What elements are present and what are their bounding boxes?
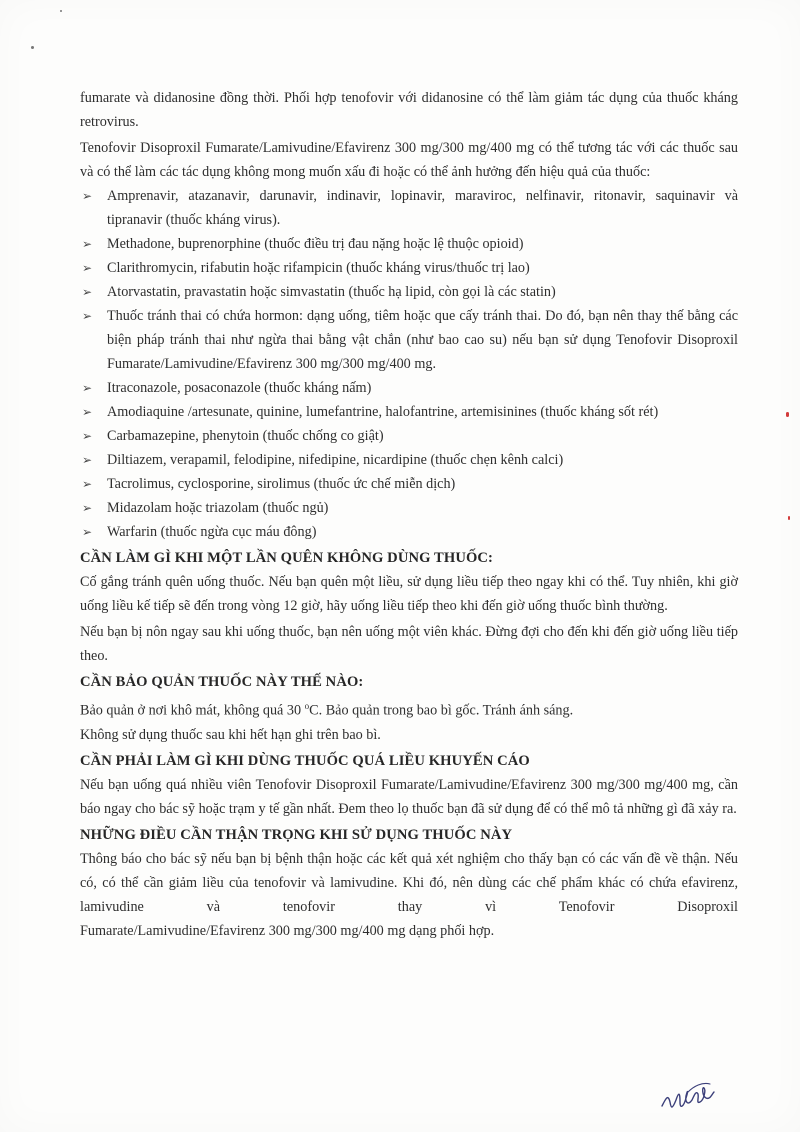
interaction-text: Thuốc tránh thai có chứa hormon: dạng uống, tiêm hoặc que cấy tránh thai. Do đó, bạn nên thay thế bằng các biện pháp tránh thai như ngừa thai bằng vật chắn (như bao cao su) nếu bạn sử dụng Tenofovir Disoproxil Fumarate/Lamivudine/Efavirenz 300 mg/300 mg/400 mg. [107, 308, 738, 372]
scan-speck [31, 46, 34, 49]
interaction-text: Carbamazepine, phenytoin (thuốc chống co giật) [107, 428, 384, 444]
arrowhead-bullet-icon: ➢ [82, 501, 93, 515]
interaction-list-item [80, 184, 738, 232]
precautions-paragraph-end: Fumarate/Lamivudine/Efavirenz 300 mg/300 mg/400 mg dạng phối hợp. [80, 922, 495, 939]
arrowhead-bullet-icon: ➢ [82, 381, 93, 395]
interaction-list-item [80, 448, 738, 472]
document-body [80, 86, 738, 943]
arrowhead-bullet-icon: ➢ [82, 477, 93, 491]
arrowhead-bullet-icon: ➢ [82, 453, 93, 467]
arrowhead-bullet-icon: ➢ [82, 237, 93, 251]
interaction-list-item [80, 232, 738, 256]
expiry-paragraph: Không sử dụng thuốc sau khi hết hạn ghi trên bao bì. [80, 726, 381, 743]
interaction-list-item [80, 280, 738, 304]
arrowhead-bullet-icon: ➢ [82, 525, 93, 539]
missed-dose-paragraph: Cố gắng tránh quên uống thuốc. Nếu bạn quên một liều, sử dụng liều tiếp theo ngay khi có thể. Tuy nhiên, khi giờ uống liều kế tiếp sẽ đến trong vòng 12 giờ, hãy uống liều tiếp theo khi đến giờ uống thuốc bình thường. [80, 574, 738, 614]
interaction-list-item [80, 520, 738, 544]
vomiting-paragraph: Nếu bạn bị nôn ngay sau khi uống thuốc, bạn nên uống một viên khác. Đừng đợi cho đến khi đến giờ uống liều tiếp theo. [80, 624, 738, 664]
interaction-list-item [80, 256, 738, 280]
interaction-list-item [80, 472, 738, 496]
arrowhead-bullet-icon: ➢ [82, 261, 93, 275]
interaction-list-item [80, 496, 738, 520]
intro-paragraph: fumarate và didanosine đồng thời. Phối hợp tenofovir với didanosine có thể làm giảm tác dụng của thuốc kháng retrovirus. [80, 90, 738, 130]
overdose-paragraph: Nếu bạn uống quá nhiều viên Tenofovir Disoproxil Fumarate/Lamivudine/Efavirenz 300 mg/300 mg/400 mg, cần báo ngay cho bác sỹ hoặc trạm y tế gần nhất. Đem theo lọ thuốc bạn đã sử dụng để có thể mô tả những gì đã xảy ra. [80, 776, 738, 817]
intro-interaction-paragraph: Tenofovir Disoproxil Fumarate/Lamivudine/Efavirenz 300 mg/300 mg/400 mg có thể tương tác với các thuốc sau và có thể làm các tác dụng không mong muốn xấu đi hoặc có thể ảnh hưởng đến hiệu quả của thuốc: [80, 140, 738, 180]
interaction-text: Diltiazem, verapamil, felodipine, nifedipine, nicardipine (thuốc chẹn kênh calci) [107, 452, 564, 468]
interaction-list-item [80, 304, 738, 376]
storage-text-end: C. Bảo quản trong bao bì gốc. Tránh ánh sáng. [309, 702, 574, 719]
scan-mark [788, 516, 790, 520]
interaction-text: Methadone, buprenorphine (thuốc điều trị đau nặng hoặc lệ thuộc opioid) [107, 236, 524, 252]
interaction-text: Clarithromycin, rifabutin hoặc rifampicin (thuốc kháng virus/thuốc trị lao) [107, 260, 530, 276]
storage-paragraph [80, 694, 738, 723]
precautions-paragraph: Thông báo cho bác sỹ nếu bạn bị bệnh thận hoặc các kết quả xét nghiệm cho thấy bạn có các vấn đề về thận. Nếu có, có thể cần giảm liều của tenofovir và lamivudine. Khi đó, nên dùng các chế phẩm khác có chứa efavirenz, lamivudine và tenofovir thay vì Tenofovir Disoproxil [80, 850, 738, 915]
missed-dose-heading: CẦN LÀM GÌ KHI MỘT LẦN QUÊN KHÔNG DÙNG THUỐC: [80, 550, 494, 566]
arrowhead-bullet-icon: ➢ [82, 189, 93, 203]
interaction-text: Itraconazole, posaconazole (thuốc kháng nấm) [107, 380, 372, 396]
arrowhead-bullet-icon: ➢ [82, 429, 93, 443]
arrowhead-bullet-icon: ➢ [82, 309, 93, 323]
interaction-list [80, 184, 738, 544]
precautions-heading: NHỮNG ĐIỀU CẦN THẬN TRỌNG KHI SỬ DỤNG THUỐC NÀY [80, 826, 513, 843]
scan-speck [60, 10, 62, 12]
arrowhead-bullet-icon: ➢ [82, 405, 93, 419]
interaction-list-item [80, 376, 738, 400]
overdose-heading: CẦN PHẢI LÀM GÌ KHI DÙNG THUỐC QUÁ LIỀU KHUYẾN CÁO [80, 752, 530, 769]
interaction-text: Amprenavir, atazanavir, darunavir, indinavir, lopinavir, maraviroc, nelfinavir, ritonavir, saquinavir và tipranavir (thuốc kháng virus). [107, 188, 738, 228]
degree-sign: o [304, 701, 310, 711]
storage-text-start: Bảo quản ở nơi khô mát, không quá 30 [80, 702, 305, 719]
scan-mark [786, 412, 789, 417]
interaction-text: Atorvastatin, pravastatin hoặc simvastatin (thuốc hạ lipid, còn gọi là các statin) [107, 284, 556, 300]
interaction-list-item [80, 400, 738, 424]
storage-heading: CẦN BẢO QUẢN THUỐC NÀY THẾ NÀO: [80, 674, 364, 690]
interaction-text: Tacrolimus, cyclosporine, sirolimus (thuốc ức chế miễn dịch) [107, 476, 456, 492]
interaction-text: Amodiaquine /artesunate, quinine, lumefantrine, halofantrine, artemisinines (thuốc kháng sốt rét) [107, 404, 659, 420]
interaction-text: Midazolam hoặc triazolam (thuốc ngủ) [107, 500, 329, 516]
handwritten-signature [658, 1072, 722, 1116]
arrowhead-bullet-icon: ➢ [82, 285, 93, 299]
interaction-list-item [80, 424, 738, 448]
interaction-text: Warfarin (thuốc ngừa cục máu đông) [107, 524, 317, 540]
